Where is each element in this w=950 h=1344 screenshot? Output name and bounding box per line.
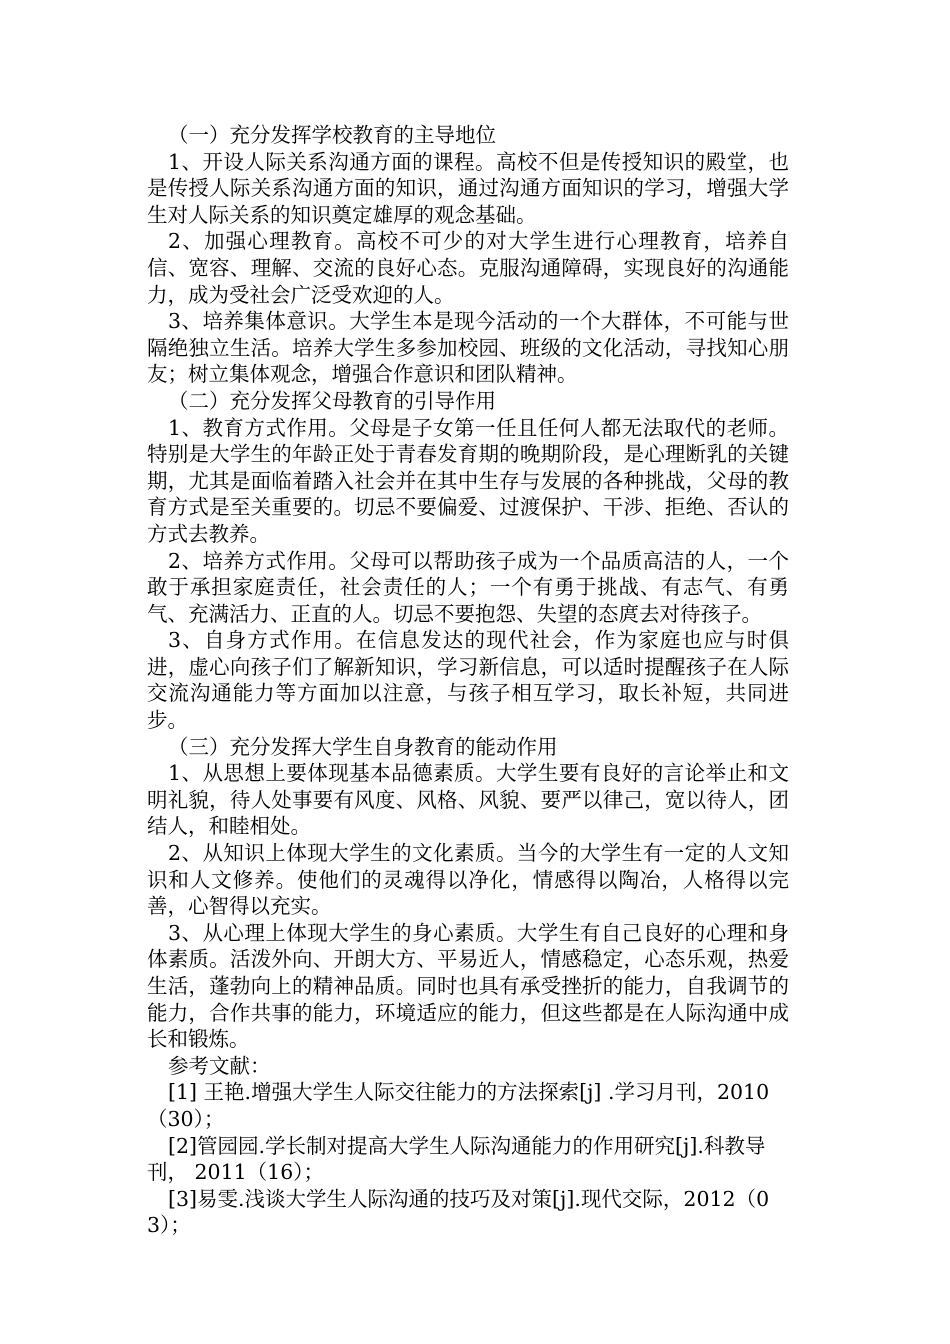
body-paragraph: 3、自身方式作用。在信息发达的现代社会，作为家庭也应与时俱进，虚心向孩子们了解新知识，学习新信息，可以适时提醒孩子在人际交流沟通能力等方面加以注意，与孩子相互学习，取长补短，共同进步。 <box>147 628 789 733</box>
document-body <box>147 122 789 1239</box>
body-paragraph: 2、加强心理教育。高校不可少的对大学生进行心理教育，培养自信、宽容、理解、交流的良好心态。克服沟通障碍，实现良好的沟通能力，成为受社会广泛受欢迎的人。 <box>147 229 789 307</box>
references-heading: 参考文献： <box>168 1053 271 1078</box>
reference-item: [3]易雯.浅谈大学生人际沟通的技巧及对策[j].现代交际，2012（03）； <box>147 1186 770 1238</box>
section-heading: （二）充分发挥父母教育的引导作用 <box>168 388 496 413</box>
body-paragraph: 1、教育方式作用。父母是子女第一任且任何人都无法取代的老师。特别是大学生的年龄正处于青春发育期的晚期阶段，是心理断乳的关键期，尤其是面临着踏入社会并在其中生存与发展的各种挑战，父母的教育方式是至关重要的。切忌不要偏爱、过渡保护、干涉、拒绝、否认的方式去教养。 <box>147 415 789 546</box>
section-heading: （一）充分发挥学校教育的主导地位 <box>168 123 496 147</box>
body-paragraph: 3、从心理上体现大学生的身心素质。大学生有自己良好的心理和身体素质。活泼外向、开朗大方、平易近人，情感稳定，心态乐观，热爱生活，蓬勃向上的精神品质。同时也具有承受挫折的能力，自我调节的能力，合作共事的能力，环境适应的能力，但这些都是在人际沟通中成长和锻炼。 <box>147 920 789 1052</box>
body-paragraph: 1、开设人际关系沟通方面的课程。高校不但是传授知识的殿堂，也是传授人际关系沟通方面的知识，通过沟通方面知识的学习，增强大学生对人际关系的知识奠定雄厚的观念基础。 <box>147 149 789 227</box>
body-paragraph: 2、从知识上体现大学生的文化素质。当今的大学生有一定的人文知识和人文修养。使他们的灵魂得以净化，情感得以陶冶，人格得以完善，心智得以充实。 <box>147 841 789 919</box>
section-heading: （三）充分发挥大学生自身教育的能动作用 <box>168 734 558 759</box>
body-paragraph: 3、培养集体意识。大学生本是现今活动的一个大群体，不可能与世隔绝独立生活。培养大学生多参加校园、班级的文化活动，寻找知心朋友；树立集体观念，增强合作意识和团队精神。 <box>147 309 789 387</box>
body-paragraph: 2、培养方式作用。父母可以帮助孩子成为一个品质高洁的人，一个敢于承担家庭责任，社会责任的人；一个有勇于挑战、有志气、有勇气、充满活力、正直的人。切忌不要抱怨、失望的态庹去对待孩子。 <box>147 548 789 626</box>
reference-item: [2]管园园.学长制对提高大学生人际沟通能力的作用研究[j].科教导刊， 2011（16）； <box>147 1133 766 1185</box>
body-paragraph: 1、从思想上要体现基本品德素质。大学生要有良好的言论举止和文明礼貌，待人处事要有风度、风格、风貌、要严以律己，宽以待人，团结人，和睦相处。 <box>147 761 789 839</box>
reference-item: [1] 王艳.增强大学生人际交往能力的方法探索[j] .学习月刊，2010（30）； <box>147 1080 770 1131</box>
